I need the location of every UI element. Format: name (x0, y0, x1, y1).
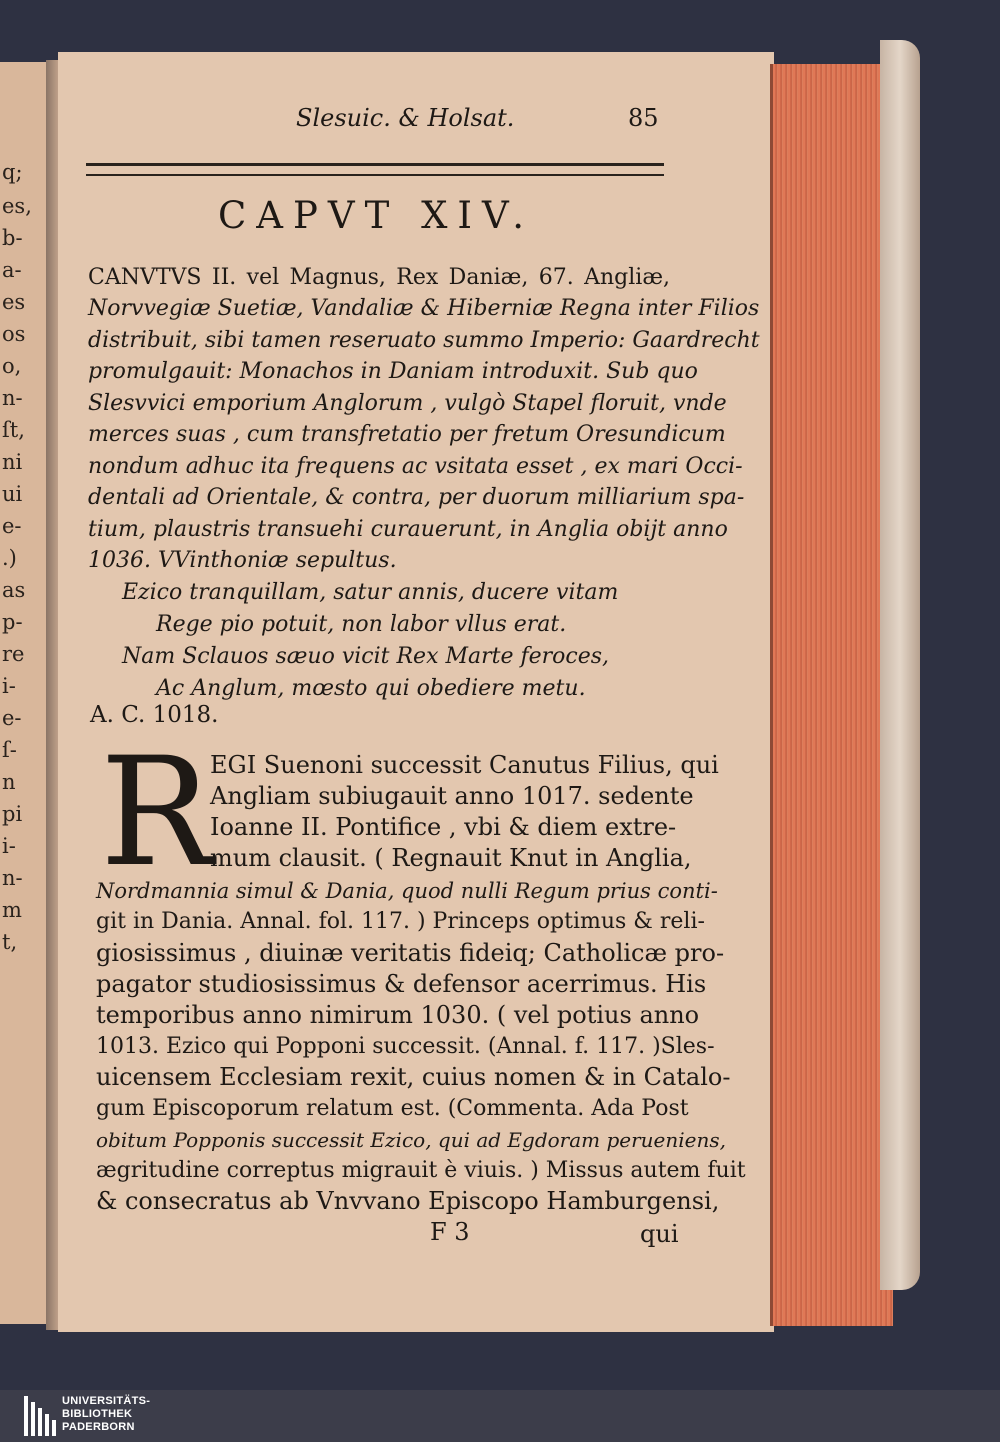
left-fragment: i- (2, 674, 16, 698)
verse-line: Rege pio potuit, non labor vllus erat. (156, 612, 567, 637)
verse-line: Ac Anglum, mœsto qui obediere metu. (156, 676, 586, 701)
left-fragment: os (2, 322, 26, 346)
footer-bar (0, 1390, 1000, 1442)
body-line: uicensem Ecclesiam rexit, cuius nomen & in Catalo- (96, 1063, 731, 1091)
left-fragment: ſ- (2, 738, 17, 762)
summary-line: CANVTVS II. vel Magnus, Rex Daniæ, 67. Angliæ, (88, 265, 670, 290)
body-line: obitum Popponis successit Ezico, qui ad Egdoram perueniens, (96, 1128, 727, 1152)
body-line: EGI Suenoni successit Canutus Filius, qui (210, 751, 719, 779)
year-marker: A. C. 1018. (90, 702, 219, 728)
catchword: qui (640, 1220, 679, 1248)
summary-line: distribuit, sibi tamen reseruato summo Imperio: Gaardrecht (88, 328, 760, 353)
body-line: mum clausit. ( Regnauit Knut in Anglia, (210, 844, 692, 872)
library-name-line: UNIVERSITÄTS- (62, 1395, 151, 1407)
left-fragment: b- (2, 226, 23, 250)
left-fragment: pi (2, 802, 23, 826)
summary-line: nondum adhuc ita frequens ac vsitata esset , ex mari Occi- (88, 454, 743, 479)
body-line: Ioanne II. Pontifice , vbi & diem extre- (210, 813, 677, 841)
summary-line: Norvvegiæ Suetiæ, Vandaliæ & Hiberniæ Regna inter Filios (88, 296, 760, 321)
left-fragment: re (2, 642, 25, 666)
chapter-heading: CAPVT XIV. (218, 194, 535, 237)
body-line: ægritudine correptus migrauit è viuis. ) Missus autem fuit (96, 1158, 746, 1183)
left-fragment: p- (2, 610, 23, 634)
body-line: temporibus anno nimirum 1030. ( vel potius anno (96, 1001, 700, 1029)
left-fragment: a- (2, 258, 22, 282)
left-fragment: es (2, 290, 26, 314)
body-line: git in Dania. Annal. fol. 117. ) Princeps optimus & reli- (96, 909, 705, 934)
body-line: & consecratus ab Vnvvano Episcopo Hamburgensi, (96, 1187, 720, 1215)
left-fragment: o, (2, 354, 22, 378)
left-fragment: ni (2, 450, 23, 474)
body-line: 1013. Ezico qui Popponi successit. (Annal. f. 117. )Sles- (96, 1034, 715, 1059)
left-fragment: ui (2, 482, 23, 506)
summary-line: 1036. VVinthoniæ sepultus. (88, 548, 397, 573)
library-name-line: BIBLIOTHEK (62, 1408, 133, 1420)
running-title: Slesuic. & Holsat. (296, 104, 515, 132)
body-line: Angliam subiugauit anno 1017. sedente (210, 782, 694, 810)
summary-line: Slesvvici emporium Anglorum , vulgò Stapel floruit, vnde (88, 391, 727, 416)
summary-line: promulgauit: Monachos in Daniam introduxit. Sub quo (88, 359, 698, 384)
library-logo-icon (24, 1396, 56, 1436)
left-fragment: e- (2, 514, 22, 538)
body-line: giosissimus , diuinæ veritatis fideiq; Catholicæ pro- (96, 939, 725, 967)
left-fragment: e- (2, 706, 22, 730)
summary-line: tium, plaustris transuehi curauerunt, in Anglia obijt anno (88, 517, 728, 542)
left-fragment: q; (2, 160, 23, 184)
left-fragment: i- (2, 834, 16, 858)
left-fragment: n- (2, 386, 23, 410)
left-fragment: m (2, 898, 22, 922)
signature-mark: F 3 (430, 1218, 470, 1246)
left-fragment: ſt, (2, 418, 25, 442)
page-number: 85 (628, 104, 659, 132)
left-fragment: .) (2, 546, 17, 570)
left-fragment: n (2, 770, 16, 794)
library-name (62, 1395, 150, 1434)
page-block-edge (770, 64, 893, 1326)
book-cover (880, 40, 920, 1290)
body-line: gum Episcoporum relatum est. (Commenta. Ada Post (96, 1096, 689, 1121)
drop-cap: R (100, 726, 213, 900)
left-fragment: t, (2, 930, 18, 954)
left-fragment: as (2, 578, 26, 602)
summary-line: dentali ad Orientale, & contra, per duorum milliarium spa- (88, 485, 745, 510)
body-line: Nordmannia simul & Dania, quod nulli Regum prius conti- (96, 879, 718, 903)
summary-line: merces suas , cum transfretatio per fretum Oresundicum (88, 422, 726, 447)
verse-line: Ezico tranquillam, satur annis, ducere vitam (122, 580, 619, 605)
left-fragment: n- (2, 866, 23, 890)
header-rule (86, 163, 664, 176)
left-fragment: es, (2, 194, 32, 218)
library-name-line: PADERBORN (62, 1421, 135, 1433)
body-line: pagator studiosissimus & defensor acerrimus. His (96, 970, 707, 998)
verse-line: Nam Sclauos sæuo vicit Rex Marte feroces, (122, 644, 610, 669)
